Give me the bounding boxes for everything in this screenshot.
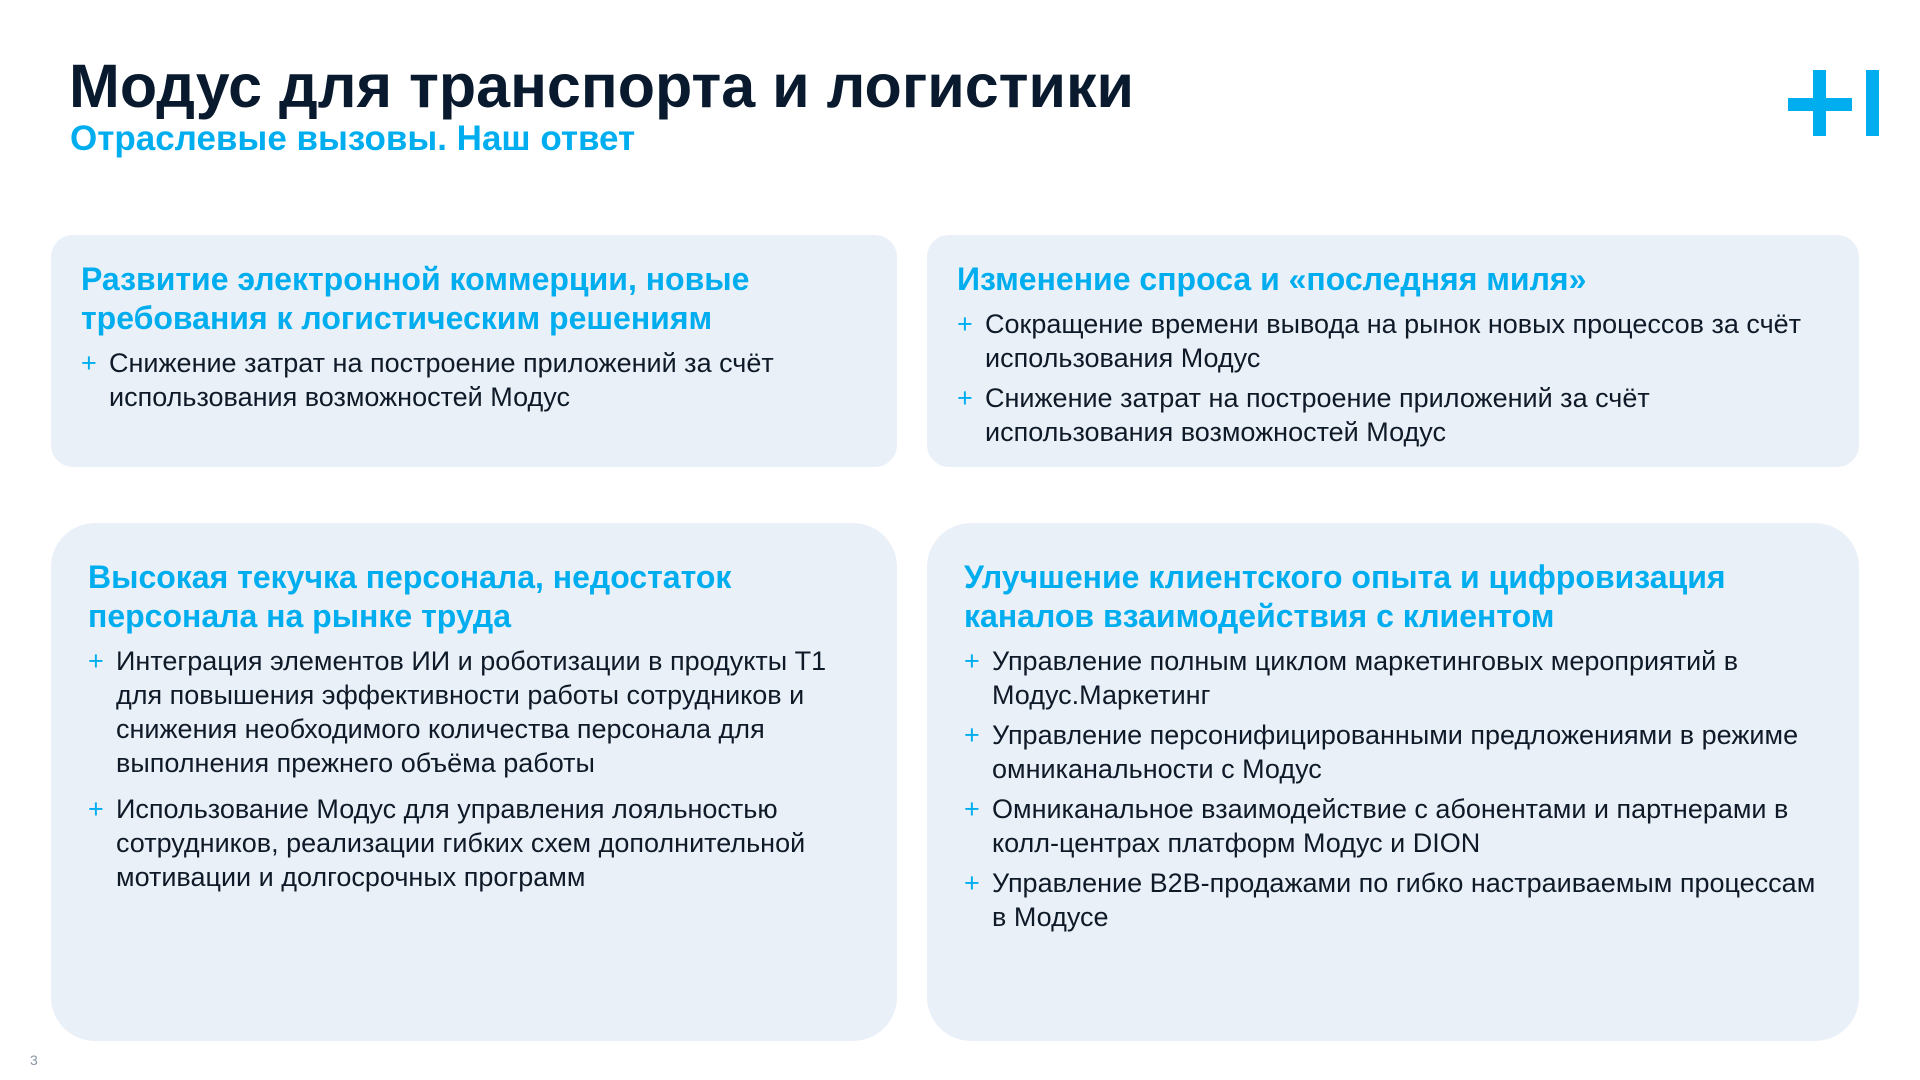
- list-item-text: Управление персонифицированными предложениями в режиме омниканальности с Модус: [992, 720, 1799, 784]
- card-title: Высокая текучка персонала, недостаток персонала на рынке труда: [88, 559, 732, 634]
- page-number: 3: [30, 1052, 38, 1068]
- page-title: Модус для транспорта и логистики: [69, 52, 1135, 120]
- list-item: [957, 307, 1829, 375]
- card-title: Изменение спроса и «последняя миля»: [957, 261, 1587, 297]
- card-ecommerce: [51, 235, 897, 467]
- list-item: [964, 866, 1822, 934]
- card-title: Улучшение клиентского опыта и цифровизация каналов взаимодействия с клиентом: [964, 559, 1726, 634]
- list-item: [88, 792, 860, 894]
- plus-icon: +: [957, 309, 973, 339]
- list-item: [964, 644, 1822, 712]
- plus-icon: +: [88, 794, 104, 824]
- logo-bar: [1866, 70, 1879, 136]
- card-list: [81, 346, 867, 414]
- card-customer-experience: [927, 523, 1859, 1041]
- logo-plus-vertical: [1813, 70, 1826, 136]
- card-list: [88, 644, 860, 894]
- plus-icon: +: [964, 868, 980, 898]
- brand-logo: [1788, 70, 1880, 136]
- list-item-text: Омниканальное взаимодействие с абонентами и партнерами в колл-центрах платформ Модус и DION: [992, 794, 1789, 858]
- list-item-text: Интеграция элементов ИИ и роботизации в продукты Т1 для повышения эффективности работы сотрудников и снижения необходимого количества персонала для выполнения прежнего объёма работы: [116, 646, 827, 778]
- plus-icon: +: [81, 348, 97, 378]
- list-item: [964, 718, 1822, 786]
- card-list: [964, 644, 1822, 934]
- list-item: [964, 792, 1822, 860]
- list-item-text: Снижение затрат на построение приложений за счёт использования возможностей Модус: [985, 383, 1650, 447]
- list-item: [88, 644, 860, 780]
- list-item-text: Использование Модус для управления лояльностью сотрудников, реализации гибких схем дополнительной мотивации и долгосрочных программ: [116, 794, 806, 892]
- card-title: Развитие электронной коммерции, новые требования к логистическим решениям: [81, 261, 750, 336]
- plus-icon: +: [964, 646, 980, 676]
- list-item-text: Управление B2B-продажами по гибко настраиваемым процессам в Модусе: [992, 868, 1816, 932]
- plus-icon: +: [88, 646, 104, 676]
- card-list: [957, 307, 1829, 449]
- plus-icon: +: [957, 383, 973, 413]
- page-subtitle: Отраслевые вызовы. Наш ответ: [70, 119, 636, 158]
- card-last-mile: [927, 235, 1859, 467]
- list-item: [957, 381, 1829, 449]
- plus-icon: +: [964, 794, 980, 824]
- card-staff-turnover: [51, 523, 897, 1041]
- list-item: [81, 346, 867, 414]
- list-item-text: Снижение затрат на построение приложений за счёт использования возможностей Модус: [109, 348, 774, 412]
- plus-icon: +: [964, 720, 980, 750]
- list-item-text: Сокращение времени вывода на рынок новых процессов за счёт использования Модус: [985, 309, 1802, 373]
- list-item-text: Управление полным циклом маркетинговых мероприятий в Модус.Маркетинг: [992, 646, 1739, 710]
